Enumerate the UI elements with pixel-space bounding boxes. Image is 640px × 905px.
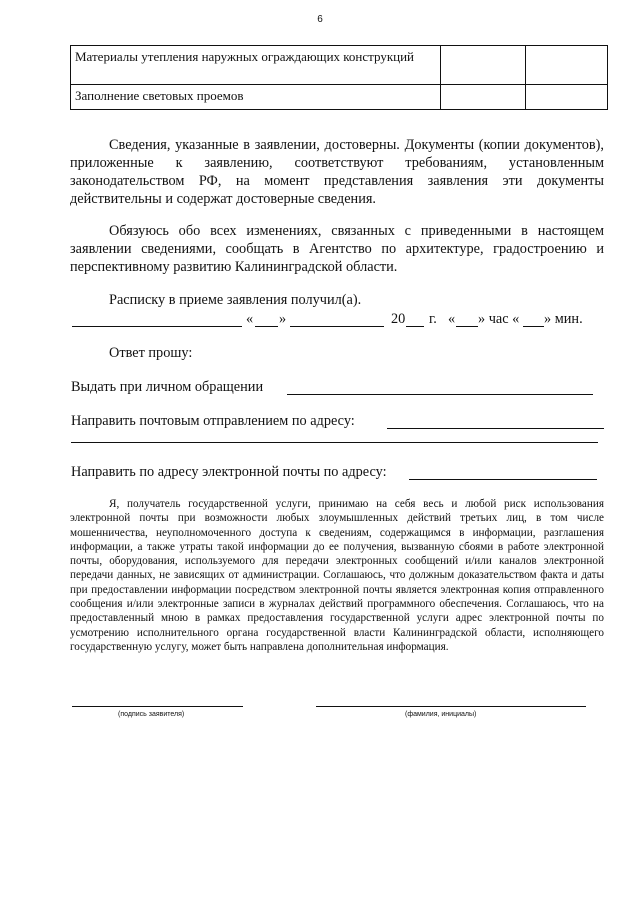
option-personal-line[interactable] (287, 394, 593, 395)
receipt-year-line[interactable] (406, 326, 424, 327)
option-post-label: Направить почтовым отправлением по адресу: (71, 413, 355, 429)
answer-title: Ответ прошу: (109, 345, 193, 361)
table-cell-label: Заполнение световых проемов (71, 85, 441, 110)
page-number: 6 (317, 14, 323, 25)
receipt-year-prefix: 20 (391, 311, 406, 327)
option-post-line[interactable] (387, 428, 604, 429)
receipt-quote-close: » (279, 311, 287, 327)
option-email-label: Направить по адресу электронной почты по адресу: (71, 464, 387, 480)
option-personal-label: Выдать при личном обращении (71, 379, 264, 395)
table-row (71, 46, 608, 85)
option-email-line[interactable] (409, 479, 597, 480)
consent-paragraph: Я, получатель государственной услуги, принимаю на себя весь и любой риск использования электронной почты при возможности любых злоумышленных действий третьих лиц, в том числе мошенничества, неуполномоченного доступа к сведениям, содержащимся в информации, разглашения информации, а также утраты такой информации до ее получения, вызванную сбоями в работе электронной почты, оборудования, используемого для передачи электронных сообщений и/или каналов электронной передачи данных, не зависящих от администрации. Соглашаюсь, что должным доказательством факта и даты при предоставлении информации посредством электронной почты является электронная копия отправленного сообщения и/или электронные записи в журналах действий программного обеспечения. Соглашаюсь, что на предоставленный мною в рамках предоставления государственной услуги адрес электронной почты по усмотрению исполнительного органа государственной власти Калининградской области, исполняющего государственную услугу, может быть направлена дополнительная информация. (70, 498, 604, 653)
receipt-minute-label: » мин. (544, 311, 583, 327)
receipt-hour-line[interactable] (456, 326, 478, 327)
receipt-day-line[interactable] (255, 326, 278, 327)
table-cell-empty (441, 85, 525, 110)
receipt-month-line[interactable] (290, 326, 384, 327)
table-cell-empty (525, 85, 607, 110)
option-post-line-2[interactable] (71, 442, 598, 443)
table-cell-label: Материалы утепления наружных ограждающих конструкций (71, 46, 441, 85)
receipt-minute-line[interactable] (523, 326, 544, 327)
paragraph-validity: Сведения, указанные в заявлении, достоверны. Документы (копии документов), приложенные к заявлению, соответствуют требованиям, установленным законодательством РФ, на момент представления заявления эти документы действительны и содержат достоверные сведения. (70, 137, 604, 207)
full-name-caption: (фамилия, инициалы) (405, 711, 477, 718)
receipt-title: Расписку в приеме заявления получил(а). (109, 292, 362, 308)
table-row (71, 85, 608, 110)
receipt-quote-open: « (246, 311, 254, 327)
table-cell-empty (525, 46, 607, 85)
paragraph-obligation: Обязуюсь обо всех изменениях, связанных с приведенными в настоящем заявлении сведениями, сообщать в Агентство по архитектуре, градостроению и перспективному развитию Калининградской области. (70, 223, 604, 275)
signature-caption: (подпись заявителя) (118, 711, 185, 718)
table-cell-empty (441, 46, 525, 85)
full-name-line[interactable] (316, 706, 586, 707)
receipt-name-line[interactable] (72, 326, 242, 327)
receipt-hour-label: » час « (478, 311, 520, 327)
receipt-hour-open: « (448, 311, 456, 327)
receipt-year-suffix: г. (429, 311, 437, 327)
materials-table (70, 45, 608, 110)
signature-line[interactable] (72, 706, 243, 707)
